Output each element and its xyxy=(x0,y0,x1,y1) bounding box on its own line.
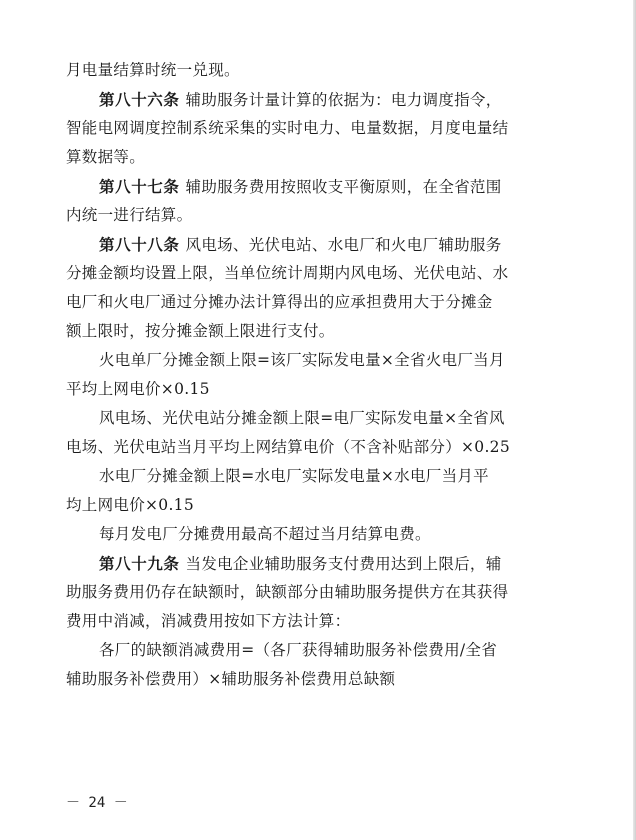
text-line xyxy=(66,578,572,607)
page-number: － 24 － xyxy=(66,795,128,811)
text-line xyxy=(66,114,572,143)
line-text: 辅助服务补偿费用）×辅助服务补偿费用总缺额 xyxy=(66,670,396,688)
line-text: 智能电网调度控制系统采集的实时电力、电量数据，月度电量结 xyxy=(66,119,509,137)
line-text: 平均上网电价×0.15 xyxy=(66,380,210,398)
text-line xyxy=(66,172,572,201)
line-text: 风电场、光伏电站分摊金额上限=电厂实际发电量×全省风 xyxy=(99,409,505,427)
text-line xyxy=(66,201,572,230)
line-text: 助服务费用仍存在缺额时，缺额部分由辅助服务提供方在其获得 xyxy=(66,583,509,601)
article-heading: 第八十六条 xyxy=(99,90,180,109)
text-line xyxy=(66,549,572,578)
line-text: 电场、光伏电站当月平均上网结算电价（不含补贴部分）×0.25 xyxy=(66,438,511,456)
text-line xyxy=(66,491,572,520)
line-text: 月电量结算时统一兑现。 xyxy=(66,61,240,79)
article-heading: 第八十九条 xyxy=(99,554,180,573)
text-line xyxy=(66,288,572,317)
text-line xyxy=(66,433,572,462)
text-line xyxy=(66,317,572,346)
line-text: 火电单厂分摊金额上限=该厂实际发电量×全省火电厂当月 xyxy=(99,351,505,369)
text-line xyxy=(66,375,572,404)
text-line xyxy=(66,520,572,549)
line-text: 辅助服务费用按照收支平衡原则，在全省范围 xyxy=(185,178,502,196)
line-text: 费用中消减，消减费用按如下方法计算： xyxy=(66,612,351,630)
article-heading: 第八十七条 xyxy=(99,177,180,196)
line-text: 分摊金额均设置上限，当单位统计周期内风电场、光伏电站、水 xyxy=(66,264,509,282)
line-text: 每月发电厂分摊费用最高不超过当月结算电费。 xyxy=(99,525,431,543)
line-text: 风电场、光伏电站、水电厂和火电厂辅助服务 xyxy=(185,236,502,254)
text-line xyxy=(66,346,572,375)
text-line xyxy=(66,607,572,636)
text-line xyxy=(66,462,572,491)
text-line xyxy=(66,665,572,694)
text-line xyxy=(66,56,572,85)
line-text: 各厂的缺额消减费用=（各厂获得辅助服务补偿费用/全省 xyxy=(99,641,498,659)
text-line xyxy=(66,404,572,433)
text-line xyxy=(66,259,572,288)
article-heading: 第八十八条 xyxy=(99,235,180,254)
line-text: 电厂和火电厂通过分摊办法计算得出的应承担费用大于分摊金 xyxy=(66,293,493,311)
line-text: 辅助服务计量计算的依据为：电力调度指令， xyxy=(185,91,502,109)
line-text: 均上网电价×0.15 xyxy=(66,496,194,514)
line-text: 水电厂分摊金额上限=水电厂实际发电量×水电厂当月平 xyxy=(99,467,489,485)
text-line xyxy=(66,85,572,114)
text-line xyxy=(66,230,572,259)
document-body xyxy=(66,56,572,694)
text-line xyxy=(66,143,572,172)
line-text: 额上限时，按分摊金额上限进行支付。 xyxy=(66,322,335,340)
line-text: 当发电企业辅助服务支付费用达到上限后，辅 xyxy=(185,555,502,573)
text-line xyxy=(66,636,572,665)
line-text: 算数据等。 xyxy=(66,148,146,166)
line-text: 内统一进行结算。 xyxy=(66,206,193,224)
